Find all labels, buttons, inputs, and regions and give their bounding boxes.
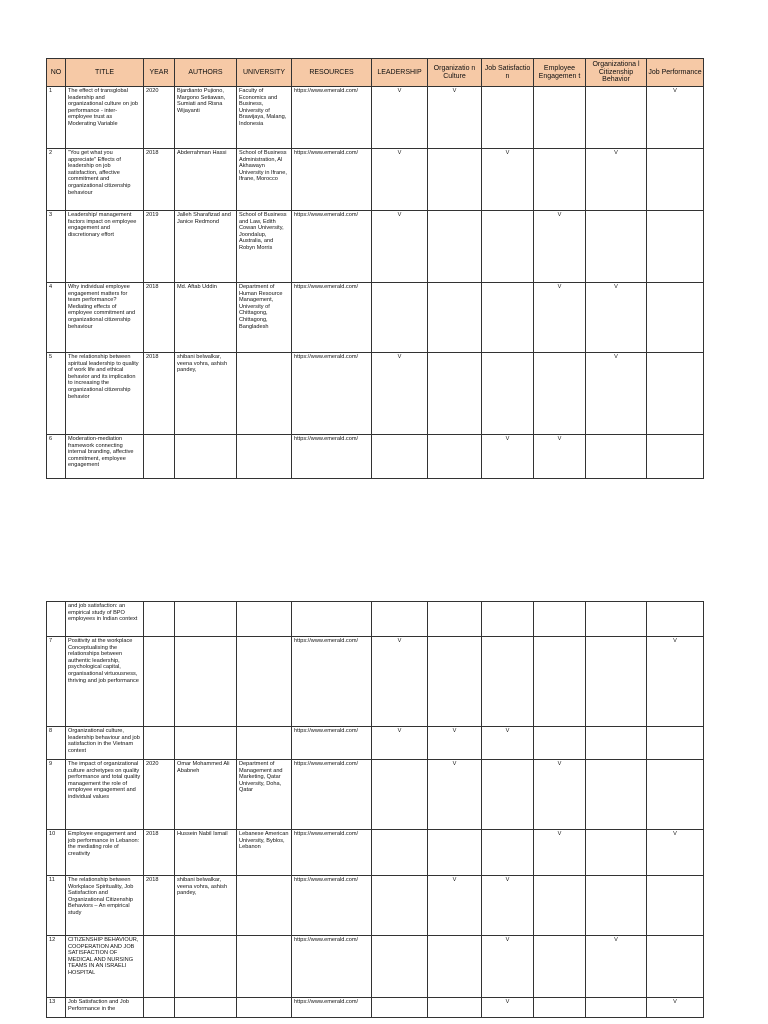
row-university: School of Business Administration, Al Akhawayn University in Ifrane, Ifrane, Morocco xyxy=(237,149,292,211)
mark-leadership xyxy=(372,998,428,1018)
mark-employee-engagement xyxy=(534,87,586,149)
row-authors: Abderrahman Hassi xyxy=(175,149,237,211)
mark-org-culture xyxy=(428,211,482,283)
table-row xyxy=(47,211,704,283)
row-resources: https://www.emerald.com/ xyxy=(292,353,372,435)
table-row xyxy=(47,149,704,211)
row-year: 2018 xyxy=(144,283,175,353)
row-authors: Bjardianto Pujiono, Margono Setiawan, Sumiati and Risna Wijayanti xyxy=(175,87,237,149)
mark-org-culture xyxy=(428,435,482,479)
mark-job-satisfaction xyxy=(482,353,534,435)
header-resources: RESOURCES xyxy=(292,59,372,87)
mark-org-culture xyxy=(428,936,482,998)
table-row xyxy=(47,637,704,727)
row-year xyxy=(144,936,175,998)
mark-job-satisfaction xyxy=(482,87,534,149)
mark-employee-engagement xyxy=(534,602,586,637)
row-resources: https://www.emerald.com/ xyxy=(292,211,372,283)
row-resources: https://www.emerald.com/ xyxy=(292,637,372,727)
mark-job-performance xyxy=(647,149,704,211)
row-resources: https://www.emerald.com/ xyxy=(292,936,372,998)
row-university xyxy=(237,727,292,760)
row-title: The relationship between spiritual leadership to quality of work life and ethical behavior and its implication to increasing the organizational citizenship behavior xyxy=(66,353,144,435)
mark-employee-engagement xyxy=(534,998,586,1018)
mark-employee-engagement: V xyxy=(534,211,586,283)
row-resources: https://www.emerald.com/ xyxy=(292,760,372,830)
row-no: 4 xyxy=(47,283,66,353)
row-authors: Omar Mohammed Ali Ababneh xyxy=(175,760,237,830)
row-year xyxy=(144,637,175,727)
row-resources: https://www.emerald.com/ xyxy=(292,876,372,936)
mark-job-performance xyxy=(647,876,704,936)
mark-job-satisfaction: V xyxy=(482,727,534,760)
mark-employee-engagement xyxy=(534,149,586,211)
row-no: 6 xyxy=(47,435,66,479)
row-year: 2019 xyxy=(144,211,175,283)
mark-employee-engagement xyxy=(534,876,586,936)
table-row xyxy=(47,876,704,936)
table-row xyxy=(47,435,704,479)
row-title: Why individual employee engagement matters for team performance? Mediating effects of employee commitment and organizational citizenship behaviour xyxy=(66,283,144,353)
mark-leadership: V xyxy=(372,727,428,760)
mark-org-culture: V xyxy=(428,87,482,149)
mark-job-performance: V xyxy=(647,830,704,876)
row-no: 12 xyxy=(47,936,66,998)
mark-ocb xyxy=(586,435,647,479)
mark-job-performance xyxy=(647,353,704,435)
table-row xyxy=(47,353,704,435)
mark-org-culture: V xyxy=(428,760,482,830)
row-title: and job satisfaction: an empirical study of BPO employees in Indian context xyxy=(66,602,144,637)
row-resources: https://www.emerald.com/ xyxy=(292,149,372,211)
header-row xyxy=(47,59,704,87)
row-resources xyxy=(292,602,372,637)
row-authors xyxy=(175,936,237,998)
row-title: CITIZENSHIP BEHAVIOUR, COOPERATION AND JOB SATISFACTION OF MEDICAL AND NURSING TEAMS IN AN ISRAELI HOSPITAL xyxy=(66,936,144,998)
table-body-bottom xyxy=(47,602,704,1018)
mark-leadership: V xyxy=(372,211,428,283)
mark-leadership xyxy=(372,283,428,353)
row-year: 2020 xyxy=(144,87,175,149)
mark-job-satisfaction xyxy=(482,830,534,876)
table-row xyxy=(47,760,704,830)
table-row xyxy=(47,936,704,998)
row-title: The relationship between Workplace Spirituality, Job Satisfaction and Organizational Citizenship Behaviors – An empirical study xyxy=(66,876,144,936)
row-authors xyxy=(175,998,237,1018)
mark-employee-engagement: V xyxy=(534,435,586,479)
row-university xyxy=(237,435,292,479)
row-resources: https://www.emerald.com/ xyxy=(292,283,372,353)
row-authors: shibani belwalkar, veena vohra, ashish pandey, xyxy=(175,353,237,435)
mark-employee-engagement xyxy=(534,727,586,760)
mark-job-performance xyxy=(647,602,704,637)
row-authors: shibani belwalkar, veena vohra, ashish pandey, xyxy=(175,876,237,936)
row-title: Leadership/ management factors impact on employee engagement and discretionary effort xyxy=(66,211,144,283)
mark-job-performance: V xyxy=(647,87,704,149)
row-resources: https://www.emerald.com/ xyxy=(292,998,372,1018)
row-university: Department of Human Resource Management, University of Chittagong, Chittagong, Bangladesh xyxy=(237,283,292,353)
mark-leadership xyxy=(372,876,428,936)
mark-org-culture xyxy=(428,830,482,876)
row-title: Moderation-mediation framework connecting internal branding, affective commitment, employee engagement xyxy=(66,435,144,479)
mark-leadership: V xyxy=(372,87,428,149)
mark-ocb xyxy=(586,727,647,760)
header-job-performance: Job Performance xyxy=(647,59,704,87)
row-year xyxy=(144,602,175,637)
row-year xyxy=(144,727,175,760)
row-university xyxy=(237,998,292,1018)
row-authors: Jalleh Sharafizad and Janice Redmond xyxy=(175,211,237,283)
mark-ocb xyxy=(586,211,647,283)
row-title: Positivity at the workplace Conceptualising the relationships between authentic leadership, psychological capital, organisational virtuousness, thriving and job performance xyxy=(66,637,144,727)
table-row xyxy=(47,87,704,149)
mark-org-culture xyxy=(428,149,482,211)
mark-job-satisfaction xyxy=(482,760,534,830)
mark-leadership xyxy=(372,435,428,479)
header-ocb: Organizationa l Citizenship Behavior xyxy=(586,59,647,87)
mark-ocb xyxy=(586,637,647,727)
row-title: Organizational culture, leadership behaviour and job satisfaction in the Vietnam context xyxy=(66,727,144,760)
header-job-satisfaction: Job Satisfactio n xyxy=(482,59,534,87)
row-no: 1 xyxy=(47,87,66,149)
row-resources: https://www.emerald.com/ xyxy=(292,727,372,760)
row-university: School of Business and Law, Edith Cowan University, Joondalup, Australia, and Robyn Morris xyxy=(237,211,292,283)
row-title: The impact of organizational culture archetypes on quality performance and total quality management the role of employee engagement and individual values xyxy=(66,760,144,830)
mark-job-performance xyxy=(647,936,704,998)
mark-job-satisfaction: V xyxy=(482,435,534,479)
mark-leadership: V xyxy=(372,353,428,435)
header-title: TITLE xyxy=(66,59,144,87)
mark-leadership xyxy=(372,936,428,998)
row-title: The effect of transglobal leadership and organizational culture on job performance - inter-employee trust as Moderating Variable xyxy=(66,87,144,149)
mark-org-culture: V xyxy=(428,876,482,936)
mark-leadership xyxy=(372,602,428,637)
mark-leadership: V xyxy=(372,149,428,211)
header-authors: AUTHORS xyxy=(175,59,237,87)
mark-ocb: V xyxy=(586,149,647,211)
row-no: 13 xyxy=(47,998,66,1018)
mark-org-culture xyxy=(428,637,482,727)
mark-job-satisfaction xyxy=(482,283,534,353)
row-university: Lebanese American University, Byblos, Lebanon xyxy=(237,830,292,876)
table-row xyxy=(47,727,704,760)
row-no xyxy=(47,602,66,637)
header-year: YEAR xyxy=(144,59,175,87)
row-title: Job Satisfaction and Job Performance in the xyxy=(66,998,144,1018)
row-title: "You get what you appreciate" Effects of leadership on job satisfaction, affective commitment and organizational citizenship behaviour xyxy=(66,149,144,211)
row-year: 2018 xyxy=(144,149,175,211)
mark-job-performance: V xyxy=(647,998,704,1018)
mark-job-satisfaction: V xyxy=(482,998,534,1018)
mark-ocb xyxy=(586,998,647,1018)
table-row xyxy=(47,283,704,353)
header-university: UNIVERSITY xyxy=(237,59,292,87)
mark-org-culture: V xyxy=(428,727,482,760)
row-year xyxy=(144,435,175,479)
row-authors: Md. Aftab Uddin xyxy=(175,283,237,353)
mark-ocb xyxy=(586,760,647,830)
row-university xyxy=(237,602,292,637)
mark-employee-engagement: V xyxy=(534,760,586,830)
table-row xyxy=(47,998,704,1018)
row-year: 2018 xyxy=(144,353,175,435)
mark-job-performance xyxy=(647,760,704,830)
mark-leadership xyxy=(372,760,428,830)
mark-ocb xyxy=(586,87,647,149)
mark-employee-engagement xyxy=(534,637,586,727)
mark-job-satisfaction xyxy=(482,637,534,727)
row-no: 2 xyxy=(47,149,66,211)
row-authors xyxy=(175,637,237,727)
mark-org-culture xyxy=(428,353,482,435)
row-year: 2018 xyxy=(144,830,175,876)
mark-ocb xyxy=(586,876,647,936)
mark-employee-engagement: V xyxy=(534,283,586,353)
mark-job-satisfaction xyxy=(482,211,534,283)
mark-job-satisfaction: V xyxy=(482,936,534,998)
row-resources: https://www.emerald.com/ xyxy=(292,87,372,149)
header-employee-engagement: Employee Engagemen t xyxy=(534,59,586,87)
mark-employee-engagement: V xyxy=(534,830,586,876)
mark-job-satisfaction: V xyxy=(482,149,534,211)
row-authors xyxy=(175,727,237,760)
row-no: 3 xyxy=(47,211,66,283)
mark-leadership: V xyxy=(372,637,428,727)
row-authors xyxy=(175,602,237,637)
row-no: 7 xyxy=(47,637,66,727)
literature-table-bottom xyxy=(46,601,704,1018)
mark-employee-engagement xyxy=(534,353,586,435)
row-university xyxy=(237,876,292,936)
header-no: NO xyxy=(47,59,66,87)
header-org-culture: Organizatio n Culture xyxy=(428,59,482,87)
mark-job-performance: V xyxy=(647,637,704,727)
row-year: 2018 xyxy=(144,876,175,936)
mark-ocb: V xyxy=(586,283,647,353)
table-row xyxy=(47,830,704,876)
row-no: 10 xyxy=(47,830,66,876)
row-title: Employee engagement and job performance in Lebanon: the mediating role of creativity xyxy=(66,830,144,876)
row-university xyxy=(237,637,292,727)
mark-org-culture xyxy=(428,998,482,1018)
mark-job-performance xyxy=(647,211,704,283)
mark-ocb xyxy=(586,830,647,876)
literature-table-top xyxy=(46,58,704,479)
mark-employee-engagement xyxy=(534,936,586,998)
row-no: 9 xyxy=(47,760,66,830)
table-row xyxy=(47,602,704,637)
table-body-top xyxy=(47,87,704,479)
row-resources: https://www.emerald.com/ xyxy=(292,435,372,479)
row-university: Department of Management and Marketing, Qatar University, Doha, Qatar xyxy=(237,760,292,830)
mark-leadership xyxy=(372,830,428,876)
mark-job-satisfaction: V xyxy=(482,876,534,936)
mark-ocb: V xyxy=(586,936,647,998)
row-university xyxy=(237,353,292,435)
row-no: 11 xyxy=(47,876,66,936)
mark-job-satisfaction xyxy=(482,602,534,637)
header-leadership: LEADERSHIP xyxy=(372,59,428,87)
row-authors: Hussein Nabil Ismail xyxy=(175,830,237,876)
row-university: Faculty of Economics and Business, University of Brawijaya, Malang, Indonesia xyxy=(237,87,292,149)
mark-job-performance xyxy=(647,283,704,353)
mark-org-culture xyxy=(428,602,482,637)
mark-job-performance xyxy=(647,727,704,760)
row-no: 5 xyxy=(47,353,66,435)
row-university xyxy=(237,936,292,998)
mark-org-culture xyxy=(428,283,482,353)
mark-ocb xyxy=(586,602,647,637)
row-resources: https://www.emerald.com/ xyxy=(292,830,372,876)
row-year: 2020 xyxy=(144,760,175,830)
mark-ocb: V xyxy=(586,353,647,435)
row-year xyxy=(144,998,175,1018)
row-authors xyxy=(175,435,237,479)
mark-job-performance xyxy=(647,435,704,479)
row-no: 8 xyxy=(47,727,66,760)
